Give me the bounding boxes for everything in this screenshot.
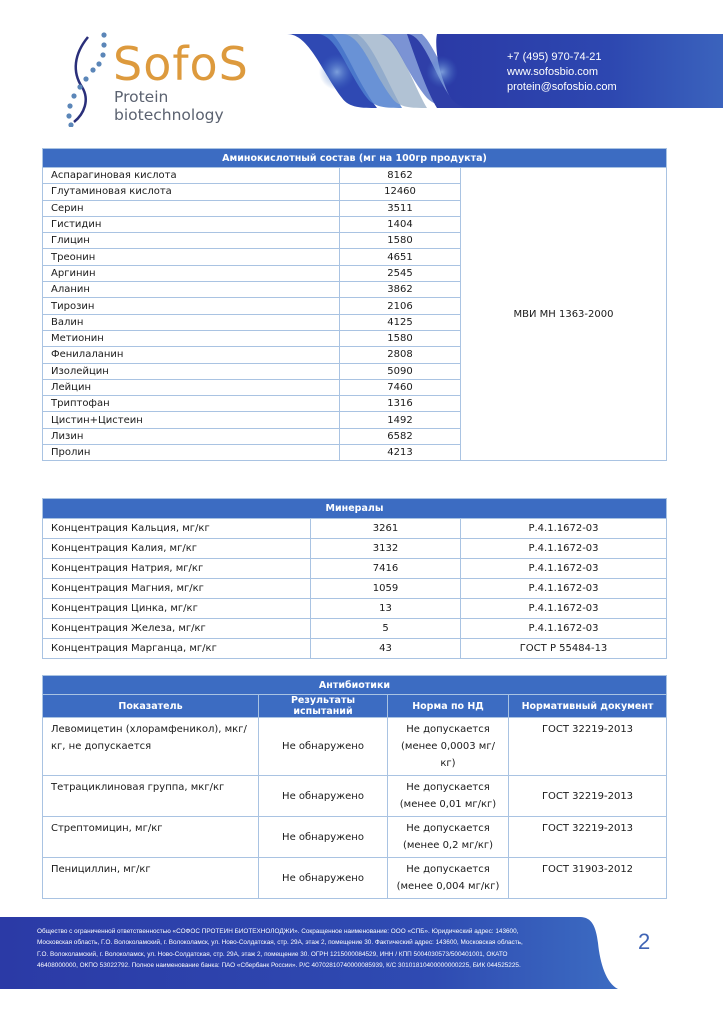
- table-row: [43, 599, 667, 619]
- amino-value: 7460: [340, 379, 461, 395]
- website-link[interactable]: www.sofosbio.com: [507, 66, 599, 78]
- amino-name: Валин: [43, 314, 340, 330]
- amino-value: 1580: [340, 233, 461, 249]
- logo-wordmark: SofoS: [113, 37, 249, 91]
- table-row: [43, 519, 667, 539]
- mineral-name: Концентрация Марганца, мг/кг: [43, 639, 311, 659]
- amino-table-title: Аминокислотный состав (мг на 100гр продукта): [43, 149, 667, 168]
- logo-tagline: Protein biotechnology: [114, 88, 224, 124]
- amino-method: МВИ МН 1363-2000: [461, 168, 667, 461]
- mineral-value: 5: [311, 619, 461, 639]
- antibiotic-indicator: Пенициллин, мг/кг: [43, 858, 259, 899]
- antibiotic-norm: [388, 858, 509, 899]
- antibiotic-indicator: Стрептомицин, мг/кг: [43, 817, 259, 858]
- mineral-name: Концентрация Железа, мг/кг: [43, 619, 311, 639]
- amino-name: Тирозин: [43, 298, 340, 314]
- email-link[interactable]: protein@sofosbio.com: [507, 81, 617, 93]
- amino-name: Пролин: [43, 445, 340, 461]
- mineral-name: Концентрация Калия, мг/кг: [43, 539, 311, 559]
- amino-value: 4213: [340, 445, 461, 461]
- mineral-doc: Р.4.1.1672-03: [461, 619, 667, 639]
- mineral-value: 13: [311, 599, 461, 619]
- amino-name: Аланин: [43, 282, 340, 298]
- mineral-name: Концентрация Натрия, мг/кг: [43, 559, 311, 579]
- norm-line-2: (менее 0,004 мг/кг): [396, 881, 500, 892]
- header-ribbon-banner: [287, 32, 723, 110]
- mineral-value: 3132: [311, 539, 461, 559]
- antibiotic-result: Не обнаружено: [259, 718, 388, 776]
- antibiotics-table: [42, 675, 667, 899]
- column-header-document: Нормативный документ: [509, 695, 667, 718]
- antibiotic-indicator: Левомицетин (хлорамфеникол), мкг/кг, не допускается: [43, 718, 259, 776]
- amino-name: Цистин+Цистеин: [43, 412, 340, 428]
- minerals-table: [42, 498, 667, 659]
- norm-line-2: (менее 0,2 мг/кг): [402, 840, 494, 851]
- mineral-doc: Р.4.1.1672-03: [461, 539, 667, 559]
- table-row: [43, 858, 667, 899]
- minerals-table-title: Минералы: [43, 499, 667, 519]
- table-row: [43, 776, 667, 817]
- antibiotic-result: Не обнаружено: [259, 817, 388, 858]
- antibiotic-doc: ГОСТ 31903-2012: [509, 858, 667, 899]
- column-header-indicator: Показатель: [43, 695, 259, 718]
- antibiotic-indicator: Тетрациклиновая группа, мкг/кг: [43, 776, 259, 817]
- mineral-doc: Р.4.1.1672-03: [461, 519, 667, 539]
- table-row: [43, 817, 667, 858]
- norm-line-2: (менее 0,01 мг/кг): [399, 799, 497, 810]
- amino-value: 5090: [340, 363, 461, 379]
- norm-line-1: Не допускается: [406, 724, 490, 735]
- mineral-name: Концентрация Кальция, мг/кг: [43, 519, 311, 539]
- mineral-doc: Р.4.1.1672-03: [461, 599, 667, 619]
- company-legal-details: [37, 926, 597, 972]
- norm-line-1: Не допускается: [406, 782, 490, 793]
- amino-name: Триптофан: [43, 396, 340, 412]
- legal-line: 46408000000, ОКПО 53022792. Полное наименование банка: ПАО «Сбербанк России». Р/С 40702810740000085939, К/С 30101810400000000225, БИК 044525225.: [37, 962, 521, 970]
- antibiotic-norm: [388, 817, 509, 858]
- amino-name: Аспарагиновая кислота: [43, 168, 340, 184]
- antibiotic-result: Не обнаружено: [259, 776, 388, 817]
- amino-name: Изолейцин: [43, 363, 340, 379]
- antibiotic-result: Не обнаружено: [259, 858, 388, 899]
- antibiotic-doc: ГОСТ 32219-2013: [509, 776, 667, 817]
- column-header-norm: Норма по НД: [388, 695, 509, 718]
- mineral-value: 43: [311, 639, 461, 659]
- amino-value: 12460: [340, 184, 461, 200]
- mineral-doc: Р.4.1.1672-03: [461, 559, 667, 579]
- table-row: [43, 619, 667, 639]
- amino-value: 2808: [340, 347, 461, 363]
- amino-name: Фенилаланин: [43, 347, 340, 363]
- table-row: [43, 559, 667, 579]
- amino-value: 1580: [340, 330, 461, 346]
- amino-value: 1492: [340, 412, 461, 428]
- amino-value: 2106: [340, 298, 461, 314]
- mineral-value: 7416: [311, 559, 461, 579]
- phone-number[interactable]: +7 (495) 970-74-21: [507, 51, 602, 63]
- legal-line: Г.О. Волоколамский, г. Волоколамск, ул. Ново-Солдатская, стр. 29А, этаж 2, помещение 30. ОГРН 1215000084529, ИНН / КПП 5004030573/500401001, ОКАТО: [37, 950, 508, 958]
- amino-value: 4651: [340, 249, 461, 265]
- column-header-result: Результаты испытаний: [259, 695, 388, 718]
- amino-name: Глицин: [43, 233, 340, 249]
- amino-value: 3511: [340, 200, 461, 216]
- mineral-value: 3261: [311, 519, 461, 539]
- amino-name: Метионин: [43, 330, 340, 346]
- antibiotic-doc: ГОСТ 32219-2013: [509, 718, 667, 776]
- amino-name: Серин: [43, 200, 340, 216]
- amino-name: Гистидин: [43, 216, 340, 232]
- amino-name: Треонин: [43, 249, 340, 265]
- dna-helix-icon: [62, 32, 112, 127]
- norm-line-2: (менее 0,0003 мг/кг): [401, 741, 495, 769]
- company-logo: [62, 32, 282, 127]
- norm-line-1: Не допускается: [406, 864, 490, 875]
- page-number: 2: [638, 929, 651, 954]
- antibiotic-norm: [388, 776, 509, 817]
- amino-value: 1404: [340, 216, 461, 232]
- table-row: [43, 168, 667, 184]
- amino-value: 4125: [340, 314, 461, 330]
- amino-value: 1316: [340, 396, 461, 412]
- amino-name: Глутаминовая кислота: [43, 184, 340, 200]
- mineral-name: Концентрация Цинка, мг/кг: [43, 599, 311, 619]
- amino-name: Лизин: [43, 428, 340, 444]
- amino-name: Лейцин: [43, 379, 340, 395]
- legal-line: Общество с ограниченной ответственностью «СОФОС ПРОТЕИН БИОТЕХНОЛОДЖИ». Сокращенное наименование: ООО «СПБ». Юридический адрес: 143600,: [37, 928, 519, 935]
- table-row: [43, 539, 667, 559]
- amino-value: 2545: [340, 265, 461, 281]
- antibiotics-table-title: Антибиотики: [43, 676, 667, 695]
- table-row: [43, 639, 667, 659]
- norm-line-1: Не допускается: [406, 823, 490, 834]
- amino-value: 6582: [340, 428, 461, 444]
- table-row: [43, 579, 667, 599]
- antibiotic-doc: ГОСТ 32219-2013: [509, 817, 667, 858]
- contact-block: [507, 50, 617, 95]
- antibiotic-norm: [388, 718, 509, 776]
- mineral-doc: Р.4.1.1672-03: [461, 579, 667, 599]
- amino-value: 8162: [340, 168, 461, 184]
- amino-name: Аргинин: [43, 265, 340, 281]
- legal-line: Московская область, Г.О. Волоколамский, г. Волоколамск, ул. Ново-Солдатская, стр. 29А, этаж 2, помещение 30. Фактический адрес: 143600, Московская область,: [37, 939, 523, 947]
- table-row: [43, 718, 667, 776]
- amino-value: 3862: [340, 282, 461, 298]
- mineral-doc: ГОСТ Р 55484-13: [461, 639, 667, 659]
- mineral-value: 1059: [311, 579, 461, 599]
- amino-acid-table: [42, 148, 667, 461]
- mineral-name: Концентрация Магния, мг/кг: [43, 579, 311, 599]
